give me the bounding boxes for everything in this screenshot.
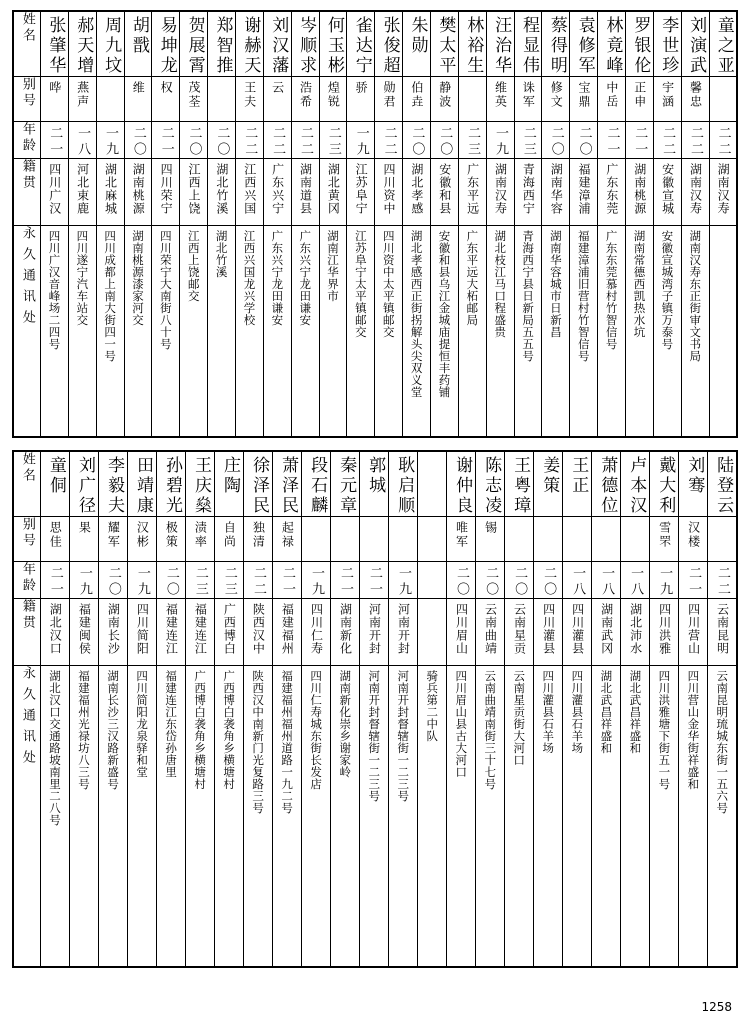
cell-address: 云南曲靖南街三十七号 (476, 666, 505, 968)
cell-name: 岑顺求 (291, 11, 319, 77)
cell-name: 姜策 (534, 451, 563, 517)
header-label-origin: 籍贯 (13, 599, 41, 666)
cell-age: 二二 (709, 122, 737, 159)
cell-age: 二〇 (403, 122, 431, 159)
cell-alias: 雪罘 (650, 517, 679, 562)
cell-name: 庄陶 (215, 451, 244, 517)
table-row-aliases-1 (13, 77, 737, 122)
cell-name: 罗银伦 (626, 11, 654, 77)
cell-name: 刘骞 (679, 451, 708, 517)
cell-address: 广西博白袭角乡横塘村 (215, 666, 244, 968)
cell-origin: 湖南武冈 (592, 599, 621, 666)
cell-name: 谢赫天 (236, 11, 264, 77)
cell-address: 四川遂宁汽车站交 (68, 226, 96, 438)
cell-address: 四川营山金华街祥盛和 (679, 666, 708, 968)
cell-origin: 湖北孝感 (403, 159, 431, 226)
cell-age: 二二 (375, 122, 403, 159)
cell-origin: 湖南汉寿 (486, 159, 514, 226)
cell-origin: 湖南桃源 (626, 159, 654, 226)
cell-origin: 四川广汉 (41, 159, 69, 226)
cell-address: 湖南长沙三汉路新盛号 (99, 666, 128, 968)
cell-address: 湖北汉口交通路坡南里二八号 (41, 666, 70, 968)
cell-address: 陕西汉中南新门光复路三号 (244, 666, 273, 968)
cell-alias (458, 77, 486, 122)
cell-name: 王庆燊 (186, 451, 215, 517)
cell-name: 孙碧光 (157, 451, 186, 517)
cell-name: 王粤璋 (505, 451, 534, 517)
cell-name: 童之亚 (709, 11, 737, 77)
cell-address: 广东平远大柘邮局 (458, 226, 486, 438)
cell-alias: 权 (152, 77, 180, 122)
cell-age: 二〇 (570, 122, 598, 159)
cell-origin: 江西兴国 (236, 159, 264, 226)
cell-alias (709, 77, 737, 122)
cell-alias (534, 517, 563, 562)
cell-address: 福建连江东岱孙唐里 (157, 666, 186, 968)
cell-origin: 广东平远 (458, 159, 486, 226)
page-number: 1258 (701, 1000, 732, 1014)
cell-origin: 湖南华容 (542, 159, 570, 226)
cell-name: 汪治华 (486, 11, 514, 77)
cell-alias: 云 (263, 77, 291, 122)
cell-alias: 正申 (626, 77, 654, 122)
cell-origin: 云南昆明 (708, 599, 737, 666)
cell-age: 二〇 (447, 562, 476, 599)
cell-origin: 四川简阳 (128, 599, 157, 666)
table-row-names-1 (13, 11, 737, 77)
cell-origin: 湖北竹溪 (208, 159, 236, 226)
cell-origin: 广西博白 (215, 599, 244, 666)
cell-age: 一八 (621, 562, 650, 599)
cell-name: 李毅夫 (99, 451, 128, 517)
cell-address: 四川简阳龙泉驿和堂 (128, 666, 157, 968)
cell-alias: 起禄 (273, 517, 302, 562)
cell-name: 王正 (563, 451, 592, 517)
cell-name: 胡戬 (124, 11, 152, 77)
cell-unit-note: 骑兵第二中队 (418, 666, 447, 968)
cell-address: 湖北孝感西正街拐解头尖双义堂 (403, 226, 431, 438)
cell-origin: 河南开封 (360, 599, 389, 666)
cell-name: 张俊超 (375, 11, 403, 77)
cell-alias: 独清 (244, 517, 273, 562)
cell-origin: 四川灌县 (563, 599, 592, 666)
cell-alias: 浩希 (291, 77, 319, 122)
table-row-aliases-2 (13, 517, 737, 562)
cell-origin: 福建闽侯 (70, 599, 99, 666)
cell-address: 四川灌县石羊场 (534, 666, 563, 968)
table-row-names-2 (13, 451, 737, 517)
cell-origin: 湖北黄冈 (319, 159, 347, 226)
cell-origin: 广东兴宁 (263, 159, 291, 226)
cell-address: 四川洪雅塘下街五一号 (650, 666, 679, 968)
cell-alias (621, 517, 650, 562)
cell-alias: 诛军 (514, 77, 542, 122)
cell-age: 二一 (626, 122, 654, 159)
cell-alias (331, 517, 360, 562)
cell-address: 江西兴国龙兴学校 (236, 226, 264, 438)
header-label-address: 永久通讯处 (13, 666, 41, 968)
cell-origin: 湖南长沙 (99, 599, 128, 666)
cell-origin: 湖南道县 (291, 159, 319, 226)
cell-address: 湖北武昌祥盛和 (621, 666, 650, 968)
cell-name: 朱勋 (403, 11, 431, 77)
cell-alias: 耀军 (99, 517, 128, 562)
cell-age: 一八 (563, 562, 592, 599)
cell-age: 二二 (708, 562, 737, 599)
cell-name: 戴大利 (650, 451, 679, 517)
cell-age-empty (418, 562, 447, 599)
cell-origin: 四川资中 (375, 159, 403, 226)
cell-age: 二〇 (505, 562, 534, 599)
cell-alias (208, 77, 236, 122)
cell-alias: 锡 (476, 517, 505, 562)
roster-table-1 (12, 10, 738, 438)
cell-address: 湖南桃源漆家河交 (124, 226, 152, 438)
cell-age: 二三 (458, 122, 486, 159)
cell-age: 二一 (598, 122, 626, 159)
cell-alias: 维英 (486, 77, 514, 122)
cell-age: 二〇 (431, 122, 459, 159)
cell-origin: 河北束鹿 (68, 159, 96, 226)
header-label-age: 年龄 (13, 122, 41, 159)
cell-alias (505, 517, 534, 562)
cell-age: 二一 (41, 562, 70, 599)
header-label-name: 姓名 (13, 451, 41, 517)
roster-table-2 (12, 450, 738, 968)
cell-age: 二一 (360, 562, 389, 599)
cell-origin: 青海西宁 (514, 159, 542, 226)
cell-origin: 湖北麻城 (96, 159, 124, 226)
header-label-name: 姓名 (13, 11, 41, 77)
cell-address: 四川眉山县古大河口 (447, 666, 476, 968)
cell-alias-empty (418, 517, 447, 562)
cell-age: 二〇 (157, 562, 186, 599)
cell-age: 二三 (319, 122, 347, 159)
header-label-origin: 籍贯 (13, 159, 41, 226)
cell-age: 一九 (650, 562, 679, 599)
cell-alias: 勋君 (375, 77, 403, 122)
cell-alias (96, 77, 124, 122)
cell-alias (360, 517, 389, 562)
cell-name: 郭城 (360, 451, 389, 517)
cell-age: 二一 (679, 562, 708, 599)
cell-address: 湖北武昌祥盛和 (592, 666, 621, 968)
cell-age: 二一 (331, 562, 360, 599)
cell-address: 广东兴宁龙田谦安 (291, 226, 319, 438)
cell-alias: 王夫 (236, 77, 264, 122)
cell-origin: 福建连江 (157, 599, 186, 666)
cell-alias: 燕声 (68, 77, 96, 122)
cell-alias: 果 (70, 517, 99, 562)
cell-name: 卢本汉 (621, 451, 650, 517)
cell-address: 四川仁寿城东街长发店 (302, 666, 331, 968)
cell-name: 张肇华 (41, 11, 69, 77)
cell-alias: 思佳 (41, 517, 70, 562)
cell-age: 一八 (592, 562, 621, 599)
cell-name: 林裕生 (458, 11, 486, 77)
cell-name: 童侗 (41, 451, 70, 517)
cell-alias: 维 (124, 77, 152, 122)
cell-alias: 伯垚 (403, 77, 431, 122)
cell-name: 林竟峰 (598, 11, 626, 77)
cell-origin: 湖南桃源 (124, 159, 152, 226)
cell-age: 二〇 (534, 562, 563, 599)
cell-age: 二二 (653, 122, 681, 159)
cell-age: 一九 (389, 562, 418, 599)
cell-origin: 四川营山 (679, 599, 708, 666)
header-label-alias: 别号 (13, 77, 41, 122)
cell-alias: 中岳 (598, 77, 626, 122)
cell-age: 一九 (347, 122, 375, 159)
cell-alias: 修文 (542, 77, 570, 122)
cell-age: 二〇 (99, 562, 128, 599)
cell-address (709, 226, 737, 438)
cell-alias: 渍率 (186, 517, 215, 562)
cell-name: 徐泽民 (244, 451, 273, 517)
cell-origin: 四川仁寿 (302, 599, 331, 666)
cell-origin: 湖北汉口 (41, 599, 70, 666)
cell-age: 一九 (70, 562, 99, 599)
cell-alias: 煌锐 (319, 77, 347, 122)
cell-alias: 汉楼 (679, 517, 708, 562)
table-row-origins-2 (13, 599, 737, 666)
cell-address: 广西博白袭角乡横塘村 (186, 666, 215, 968)
cell-name: 秦元章 (331, 451, 360, 517)
table-row-ages-1 (13, 122, 737, 159)
cell-alias: 哗 (41, 77, 69, 122)
cell-origin-empty (418, 599, 447, 666)
header-label-age: 年龄 (13, 562, 41, 599)
cell-name: 刘演武 (681, 11, 709, 77)
cell-age: 二一 (273, 562, 302, 599)
cell-address: 广东东莞慕村竹智信号 (598, 226, 626, 438)
cell-alias (708, 517, 737, 562)
cell-origin: 江苏阜宁 (347, 159, 375, 226)
cell-age: 二一 (152, 122, 180, 159)
cell-origin: 福建漳浦 (570, 159, 598, 226)
cell-alias: 汉彬 (128, 517, 157, 562)
cell-address: 福建漳浦旧营村竹智信号 (570, 226, 598, 438)
cell-origin: 福建福州 (273, 599, 302, 666)
cell-name: 易坤龙 (152, 11, 180, 77)
header-label-alias: 别号 (13, 517, 41, 562)
cell-address: 湖北枝江马口程盛贵 (486, 226, 514, 438)
cell-address: 四川资中太平镇邮交 (375, 226, 403, 438)
cell-address: 福建福州光禄坊八三号 (70, 666, 99, 968)
cell-name: 李世珍 (653, 11, 681, 77)
cell-age: 二〇 (542, 122, 570, 159)
cell-address: 湖南江华界市 (319, 226, 347, 438)
cell-address: 四川成都上南大街四一号 (96, 226, 124, 438)
cell-alias (389, 517, 418, 562)
cell-age: 二二 (244, 562, 273, 599)
cell-origin: 四川荣宁 (152, 159, 180, 226)
cell-name: 刘汉藩 (263, 11, 291, 77)
cell-address: 河南开封督辖街一二三号 (389, 666, 418, 968)
table-row-addresses-1 (13, 226, 737, 438)
cell-address: 江西上饶邮交 (180, 226, 208, 438)
cell-name: 萧泽民 (273, 451, 302, 517)
cell-address: 四川广汉音峰场二四号 (41, 226, 69, 438)
cell-origin: 河南开封 (389, 599, 418, 666)
cell-name: 谢仲良 (447, 451, 476, 517)
cell-name: 蔡得明 (542, 11, 570, 77)
cell-age: 二一 (41, 122, 69, 159)
cell-origin: 四川洪雅 (650, 599, 679, 666)
cell-origin: 江西上饶 (180, 159, 208, 226)
cell-origin: 云南曲靖 (476, 599, 505, 666)
cell-address: 河南开封督辖街一二三号 (360, 666, 389, 968)
cell-age: 二〇 (476, 562, 505, 599)
table-gap (12, 438, 738, 450)
cell-name: 周九坟 (96, 11, 124, 77)
cell-address: 湖南新化崇乡谢家岭 (331, 666, 360, 968)
cell-name: 陆登云 (708, 451, 737, 517)
cell-name: 袁修军 (570, 11, 598, 77)
cell-origin: 湖南汉寿 (681, 159, 709, 226)
cell-name: 萧德位 (592, 451, 621, 517)
cell-origin: 广东东莞 (598, 159, 626, 226)
cell-name-empty (418, 451, 447, 517)
cell-alias (302, 517, 331, 562)
cell-address: 青海西宁县日新局五五号 (514, 226, 542, 438)
cell-age: 二〇 (180, 122, 208, 159)
cell-address: 四川灌县石羊场 (563, 666, 592, 968)
cell-name: 郑智推 (208, 11, 236, 77)
cell-origin: 湖北沛水 (621, 599, 650, 666)
cell-origin: 湖南汉寿 (709, 159, 737, 226)
cell-address: 湖南常德西凯热水坑 (626, 226, 654, 438)
cell-origin: 福建连江 (186, 599, 215, 666)
cell-age: 一九 (302, 562, 331, 599)
cell-name: 贺展霄 (180, 11, 208, 77)
cell-age: 二二 (236, 122, 264, 159)
cell-age: 一九 (486, 122, 514, 159)
cell-age: 二三 (186, 562, 215, 599)
cell-alias: 静波 (431, 77, 459, 122)
cell-address: 湖南汉寿东正街审文书局 (681, 226, 709, 438)
cell-alias: 骄 (347, 77, 375, 122)
cell-alias (563, 517, 592, 562)
cell-address: 广东兴宁龙田谦安 (263, 226, 291, 438)
cell-address: 湖南华容城市日新昌 (542, 226, 570, 438)
cell-origin: 陕西汉中 (244, 599, 273, 666)
cell-origin: 安徽宣城 (653, 159, 681, 226)
cell-age: 一九 (128, 562, 157, 599)
cell-origin: 安徽和县 (431, 159, 459, 226)
cell-alias: 自尚 (215, 517, 244, 562)
cell-age: 二二 (291, 122, 319, 159)
cell-address: 四川荣宁大南街八十号 (152, 226, 180, 438)
cell-alias: 茂荃 (180, 77, 208, 122)
cell-origin: 湖南新化 (331, 599, 360, 666)
cell-origin: 云南星贡 (505, 599, 534, 666)
cell-alias: 极策 (157, 517, 186, 562)
cell-address: 湖北竹溪 (208, 226, 236, 438)
cell-address: 安徽和县乌江金城庙提恒丰药铺 (431, 226, 459, 438)
cell-address: 江苏阜宁太平镇邮交 (347, 226, 375, 438)
cell-name: 刘广径 (70, 451, 99, 517)
cell-age: 二三 (215, 562, 244, 599)
cell-name: 樊太平 (431, 11, 459, 77)
cell-name: 郝天增 (68, 11, 96, 77)
cell-alias: 馨忠 (681, 77, 709, 122)
table-row-addresses-2 (13, 666, 737, 968)
cell-alias: 宇涵 (653, 77, 681, 122)
table-row-origins-1 (13, 159, 737, 226)
cell-name: 陈志凌 (476, 451, 505, 517)
cell-name: 雀达宁 (347, 11, 375, 77)
cell-name: 田靖康 (128, 451, 157, 517)
cell-age: 二二 (263, 122, 291, 159)
cell-alias: 宝鼎 (570, 77, 598, 122)
cell-address: 云南昆明琉城东街一五六号 (708, 666, 737, 968)
cell-name: 耿启顺 (389, 451, 418, 517)
cell-origin: 四川灌县 (534, 599, 563, 666)
cell-address: 福建福州福州道路一九二号 (273, 666, 302, 968)
cell-origin: 四川眉山 (447, 599, 476, 666)
cell-age: 二二 (681, 122, 709, 159)
cell-name: 程显伟 (514, 11, 542, 77)
cell-age: 二三 (514, 122, 542, 159)
cell-address: 云南星贡街大河口 (505, 666, 534, 968)
cell-name: 段石麟 (302, 451, 331, 517)
cell-address: 安徽宣城湾子镇万泰号 (653, 226, 681, 438)
cell-age: 二〇 (124, 122, 152, 159)
cell-alias (592, 517, 621, 562)
cell-alias: 唯军 (447, 517, 476, 562)
cell-age: 一八 (68, 122, 96, 159)
cell-age: 一九 (96, 122, 124, 159)
cell-name: 何玉彬 (319, 11, 347, 77)
table-row-ages-2 (13, 562, 737, 599)
header-label-address: 永久通讯处 (13, 226, 41, 438)
cell-age: 二〇 (208, 122, 236, 159)
